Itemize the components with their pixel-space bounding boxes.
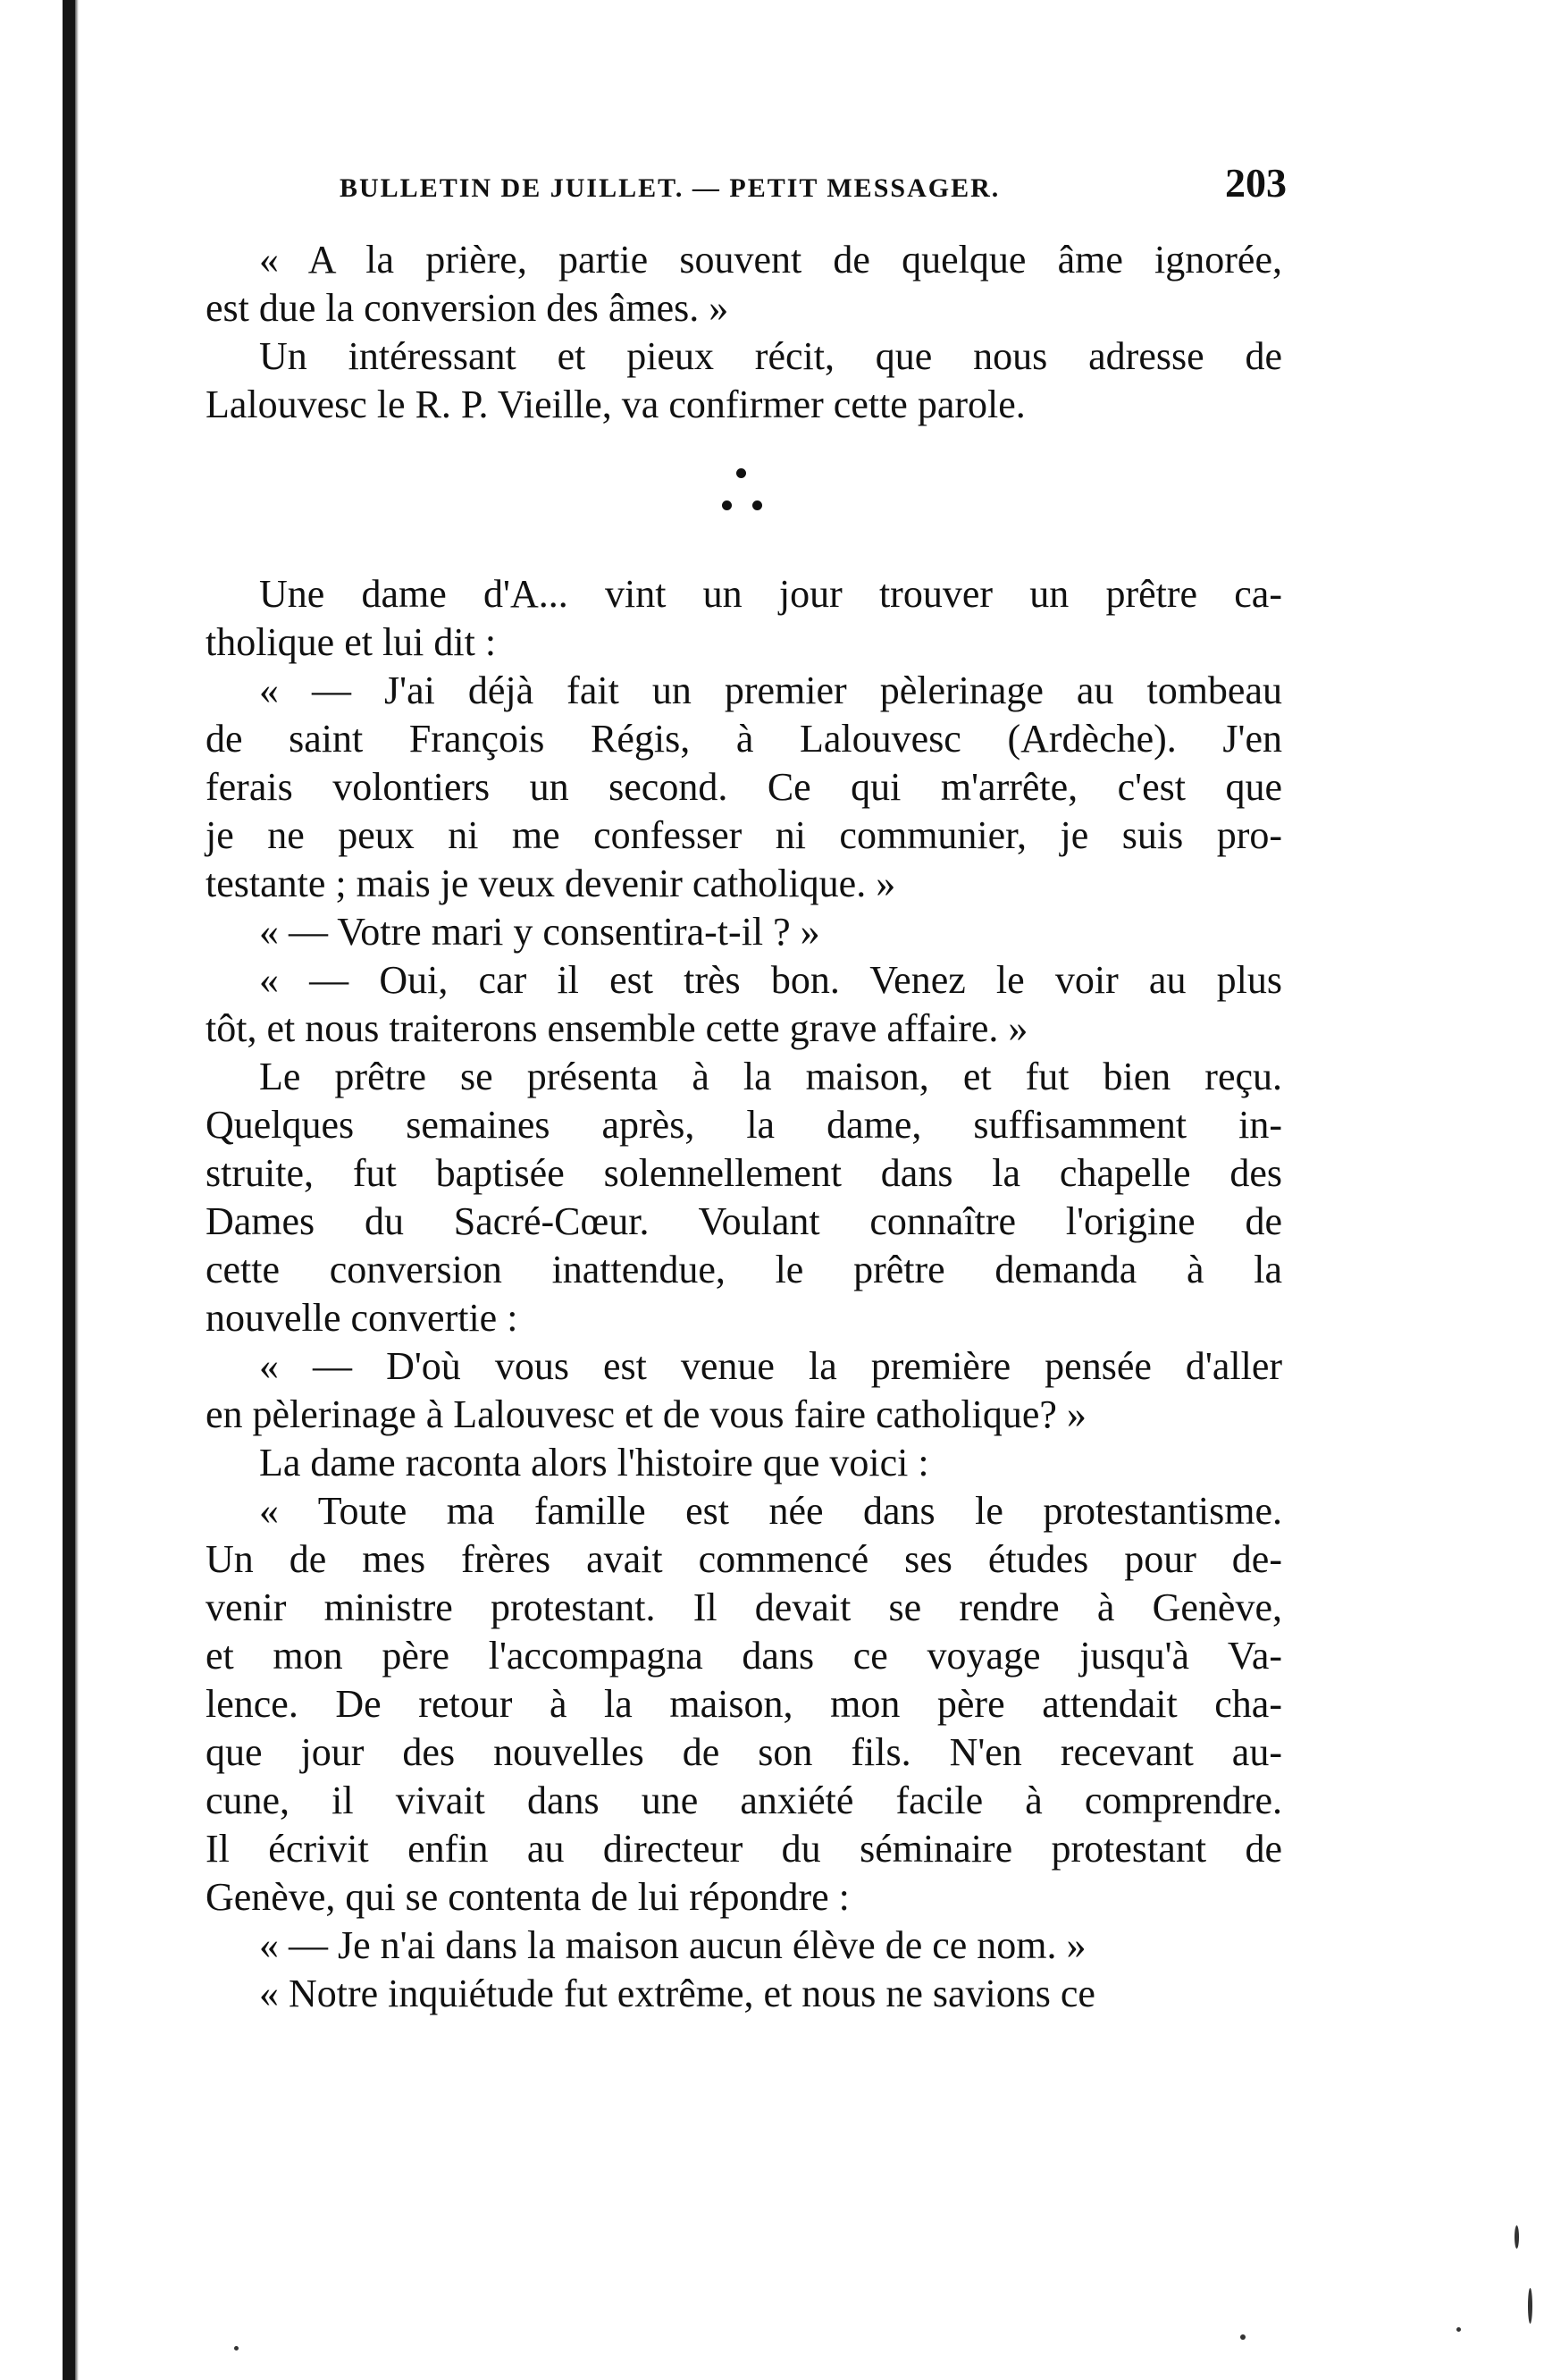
text-line: lence. De retour à la maison, mon père attendait cha- (206, 1682, 1282, 1726)
text-line: struite, fut baptisée solennellement dans la chapelle des (206, 1151, 1282, 1195)
asterism-dot (722, 500, 732, 510)
text-line: nouvelle convertie : (206, 1296, 518, 1340)
page-number: 203 (1225, 160, 1287, 206)
text-line: est due la conversion des âmes. » (206, 286, 729, 330)
asterism-dot (736, 468, 746, 478)
text-line: La dame raconta alors l'histoire que voici : (259, 1441, 929, 1484)
scan-speck (234, 2346, 239, 2351)
text-line: en pèlerinage à Lalouvesc et de vous faire catholique? » (206, 1392, 1087, 1436)
text-line: Un de mes frères avait commencé ses études pour de- (206, 1537, 1282, 1581)
section-asterism (697, 463, 786, 526)
text-line: de saint François Régis, à Lalouvesc (Ardèche). J'en (206, 717, 1282, 761)
running-head (340, 159, 1287, 213)
page-binding-shadow (75, 0, 79, 2380)
page-binding-edge (63, 0, 75, 2380)
text-line: « — J'ai déjà fait un premier pèlerinage au tombeau (259, 669, 1282, 712)
text-line: ferais volontiers un second. Ce qui m'arrête, c'est que (206, 765, 1282, 809)
text-line: venir ministre protestant. Il devait se rendre à Genève, (206, 1585, 1282, 1629)
text-line: Genève, qui se contenta de lui répondre : (206, 1875, 850, 1919)
text-line: tôt, et nous traiterons ensemble cette grave affaire. » (206, 1006, 1028, 1050)
text-line: Une dame d'A... vint un jour trouver un prêtre ca- (259, 572, 1282, 616)
narrative-paragraphs (206, 570, 1282, 2018)
text-line: « — Votre mari y consentira-t-il ? » (259, 910, 820, 954)
text-line: cette conversion inattendue, le prêtre demanda à la (206, 1248, 1282, 1291)
running-head-title: BULLETIN DE JUILLET. — PETIT MESSAGER. (340, 173, 1001, 203)
intro-paragraphs (206, 236, 1282, 429)
text-line: cune, il vivait dans une anxiété facile à comprendre. (206, 1779, 1282, 1822)
text-line: que jour des nouvelles de son fils. N'en recevant au- (206, 1730, 1282, 1774)
scan-speck (1240, 2334, 1246, 2340)
asterism-dot (752, 500, 762, 510)
scan-speck (1456, 2327, 1461, 2332)
text-line: je ne peux ni me confesser ni communier, je suis pro- (206, 813, 1282, 857)
text-line: Quelques semaines après, la dame, suffisamment in- (206, 1103, 1282, 1147)
scan-speck (1528, 2288, 1532, 2324)
text-line: tholique et lui dit : (206, 620, 497, 664)
text-line: Un intéressant et pieux récit, que nous adresse de (259, 334, 1282, 378)
text-line: « Toute ma famille est née dans le protestantisme. (259, 1489, 1282, 1533)
text-line: « A la prière, partie souvent de quelque âme ignorée, (259, 238, 1282, 282)
text-line: « — D'où vous est venue la première pensée d'aller (259, 1344, 1282, 1388)
text-line: Lalouvesc le R. P. Vieille, va confirmer cette parole. (206, 383, 1026, 426)
text-line: Dames du Sacré-Cœur. Voulant connaître l'origine de (206, 1199, 1282, 1243)
text-line: testante ; mais je veux devenir catholique. » (206, 862, 896, 905)
text-line: « Notre inquiétude fut extrême, et nous ne savions ce (259, 1972, 1095, 2015)
text-line: Il écrivit enfin au directeur du séminaire protestant de (206, 1827, 1282, 1871)
text-line: Le prêtre se présenta à la maison, et fut bien reçu. (259, 1055, 1282, 1098)
text-line: « — Oui, car il est très bon. Venez le voir au plus (259, 958, 1282, 1002)
text-line: et mon père l'accompagna dans ce voyage jusqu'à Va- (206, 1634, 1282, 1678)
text-line: « — Je n'ai dans la maison aucun élève de ce nom. » (259, 1923, 1087, 1967)
scan-speck (1515, 2225, 1519, 2249)
